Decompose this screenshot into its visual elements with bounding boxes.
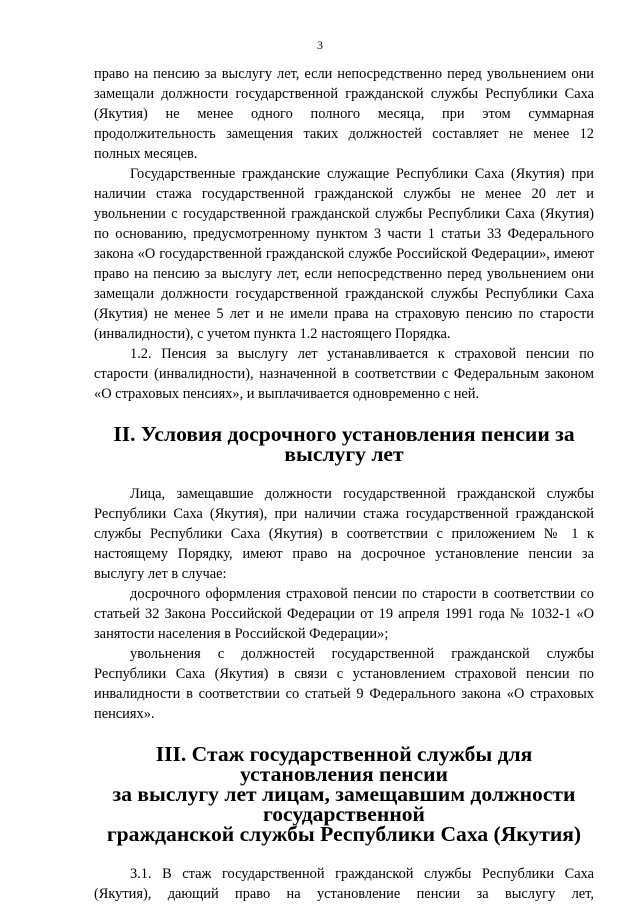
paragraph-civil-servants-20-years: Государственные гражданские служащие Республики Саха (Якутия) при наличии стажа государственной гражданской службы не менее 20 лет и увольнении с государственной гражданской службы Республики Саха (Якутия) по основанию, предусмотренному пунктом 3 части 1 статьи 33 Федерального закона «О государственной гражданской службе Российской Федерации», имеют право на пенсию за выслугу лет, если непосредственно перед увольнением они замещали должности государственной гражданской службы Республики Саха (Якутия) не менее 5 лет и не имели права на страховую пенсию по старости (инвалидности), с учетом пункта 1.2 настоящего Порядка. xyxy=(94,166,594,342)
section-heading-3 xyxy=(94,744,594,844)
page-number: 3 xyxy=(317,38,323,52)
paragraph-1-2: 1.2. Пенсия за выслугу лет устанавливается к страховой пенсии по старости (инвалидности), назначенной в соответствии с Федеральным законом «О страховых пенсиях», и выплачивается одновременно с ней. xyxy=(94,346,594,402)
document-body xyxy=(94,64,594,904)
heading-line: за выслугу лет лицам, замещавшим должности государственной xyxy=(112,782,576,826)
section-heading-2 xyxy=(94,424,594,464)
paragraph-early-retirement-case: досрочного оформления страховой пенсии по старости в соответствии со статьей 32 Закона Российской Федерации от 19 апреля 1991 года № 1032-1 «О занятости населения в Российской Федерации»; xyxy=(94,586,594,642)
paragraph-pension-right-continuation: право на пенсию за выслугу лет, если непосредственно перед увольнением они замещали должности государственной гражданской службы Республики Саха (Якутия) не менее одного полного месяца, при этом суммарная продолжительность замещения таких должностей составляет не менее 12 полных месяцев. xyxy=(94,66,594,162)
paragraph-disability-dismissal-case: увольнения с должностей государственной гражданской службы Республики Саха (Якутия) в связи с установлением страховой пенсии по инвалидности в соответствии со статьей 9 Федерального закона «О страховых пенсиях». xyxy=(94,646,594,722)
heading-line: II. Условия досрочного установления пенсии за выслугу лет xyxy=(113,422,575,466)
heading-line: III. Стаж государственной службы для установления пенсии xyxy=(155,742,533,786)
heading-line: гражданской службы Республики Саха (Якутия) xyxy=(106,822,582,846)
paragraph-early-pension-conditions: Лица, замещавшие должности государственной гражданской службы Республики Саха (Якутия), при наличии стажа государственной гражданской службы Республики Саха (Якутия) в соответствии с приложением № 1 к настоящему Порядку, имеют право на досрочное установление пенсии за выслугу лет в случае: xyxy=(94,486,594,582)
paragraph-3-1: 3.1. В стаж государственной гражданской службы Республики Саха (Якутия), дающий право на установление пенсии за выслугу лет, xyxy=(94,866,594,902)
